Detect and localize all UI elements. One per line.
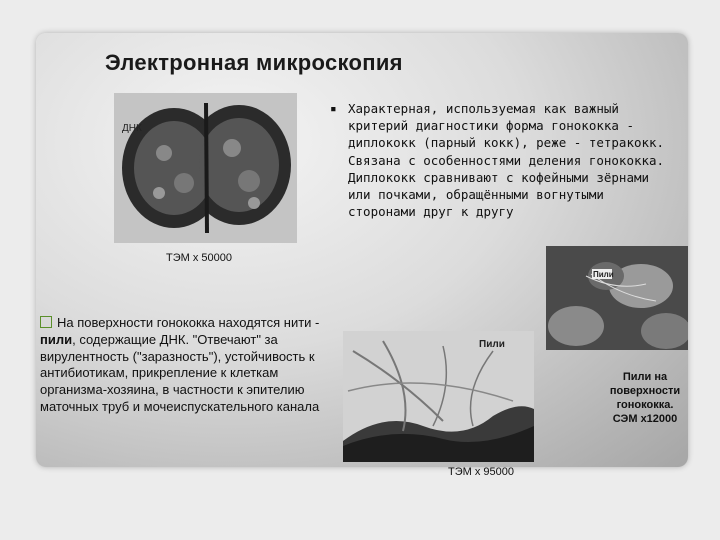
tem-95000-caption: ТЭМ х 95000 — [448, 466, 514, 478]
sem-caption — [600, 370, 690, 426]
sem-caption-line: поверхности — [609, 385, 681, 397]
bullet-pili-bold: пили — [40, 331, 73, 347]
dna-label: ДНК — [122, 123, 142, 134]
bullet-pili — [40, 315, 340, 416]
tem-50000-caption: ТЭМ х 50000 — [166, 252, 232, 264]
sem-caption-line: гонококка. — [616, 399, 674, 411]
tem-pili-label: Пили — [479, 339, 505, 350]
bullet-diplococcus-shape — [330, 100, 670, 220]
slide-title: Электронная микроскопия — [105, 50, 403, 75]
tem-diplococcus-image — [114, 93, 297, 243]
sem-pili-label: Пили — [593, 270, 614, 279]
tem-pili-image — [343, 331, 534, 462]
bullet-pili-text-rest: , содержащие ДНК. "Отвечают" за вирулентность ("заразность"), устойчивость к антибиотикам, прикрепление к клеткам организма-хозяина, в частности к эпителию маточных труб и мочеиспускательного канала — [40, 331, 320, 414]
bullet-marker: ▪ — [330, 102, 337, 115]
sem-pili-image — [546, 246, 688, 350]
bullet-diplococcus-text: Характерная, используемая как важный критерий диагностики форма гонококка - диплококк (парный кокк), реже - тетракокк. Связана с особенностями деления гонококка. Диплококк сравнивают с кофейными зёрнами или почками, обращёнными вогнутыми сторонами друг к другу — [348, 101, 665, 220]
sem-caption-line: СЭМ х12000 — [612, 413, 678, 425]
bullet-pili-text: На поверхности гонококка находятся нити - — [57, 315, 320, 330]
checkbox-bullet-icon — [40, 316, 52, 328]
sem-caption-line: Пили на — [622, 371, 668, 383]
